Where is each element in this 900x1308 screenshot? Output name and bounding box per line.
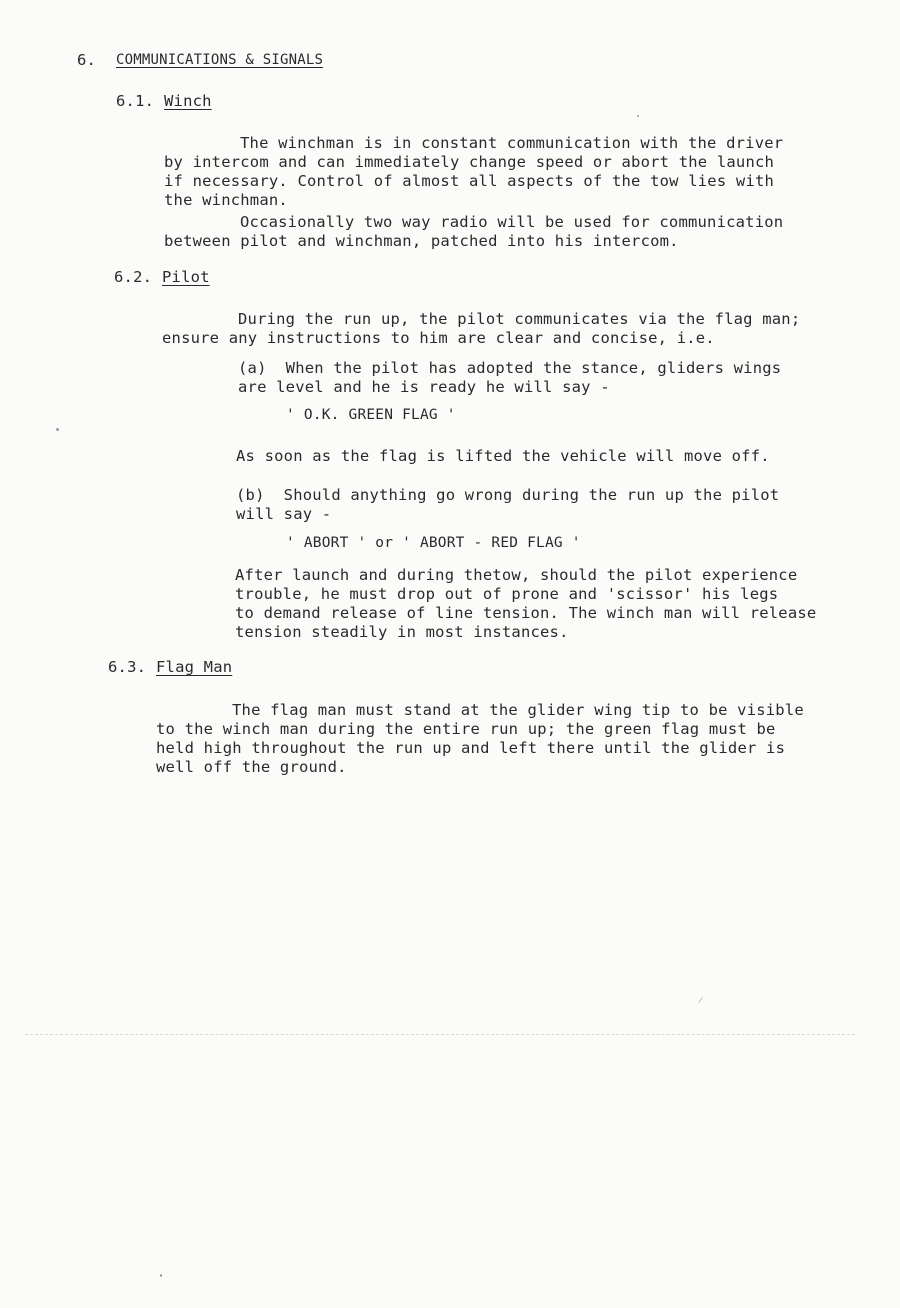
paragraph-line: held high throughout the run up and left there until the glider is	[156, 739, 786, 757]
paragraph-line: As soon as the flag is lifted the vehicle will move off.	[236, 447, 770, 465]
list-item-line: (a) When the pilot has adopted the stance, gliders wings	[238, 359, 782, 377]
paper-fold-line	[25, 1034, 855, 1035]
paragraph-line: if necessary. Control of almost all aspects of the tow lies with	[164, 172, 775, 190]
paragraph-line: between pilot and winchman, patched into his intercom.	[164, 232, 679, 250]
paragraph-line: tension steadily in most instances.	[235, 623, 569, 641]
paragraph-line: ensure any instructions to him are clear and concise, i.e.	[162, 329, 715, 347]
paragraph-line: Occasionally two way radio will be used for communication	[240, 213, 784, 231]
section-title: COMMUNICATIONS & SIGNALS	[116, 52, 324, 68]
subsection-title: Winch	[164, 92, 212, 110]
paragraph-line: to the winch man during the entire run up; the green flag must be	[156, 720, 776, 738]
list-item-line: will say -	[236, 505, 332, 523]
quoted-call: ' O.K. GREEN FLAG '	[286, 407, 456, 423]
paragraph-line: The winchman is in constant communication with the driver	[240, 134, 784, 152]
subsection-title: Flag Man	[156, 658, 233, 676]
paper-speck	[698, 996, 703, 1003]
subsection-number: 6.3.	[108, 658, 147, 676]
section-number: 6.	[77, 51, 97, 69]
paragraph-line: the winchman.	[164, 191, 288, 209]
paper-speck	[637, 115, 639, 117]
paragraph-line: After launch and during thetow, should the pilot experience	[235, 566, 798, 584]
paragraph-line: During the run up, the pilot communicates via the flag man;	[238, 310, 801, 328]
paper-speck	[56, 428, 59, 431]
paragraph-line: to demand release of line tension. The winch man will release	[235, 604, 817, 622]
list-item-line: (b) Should anything go wrong during the run up the pilot	[236, 486, 780, 504]
subsection-title: Pilot	[162, 268, 210, 286]
subsection-number: 6.2.	[114, 268, 153, 286]
paper-speck	[160, 1274, 162, 1277]
paragraph-line: well off the ground.	[156, 758, 347, 776]
paragraph-line: The flag man must stand at the glider wing tip to be visible	[232, 701, 804, 719]
list-item-line: are level and he is ready he will say -	[238, 378, 610, 396]
paragraph-line: trouble, he must drop out of prone and 'scissor' his legs	[235, 585, 779, 603]
subsection-number: 6.1.	[116, 92, 155, 110]
paragraph-line: by intercom and can immediately change speed or abort the launch	[164, 153, 775, 171]
quoted-call: ' ABORT ' or ' ABORT - RED FLAG '	[286, 535, 581, 551]
